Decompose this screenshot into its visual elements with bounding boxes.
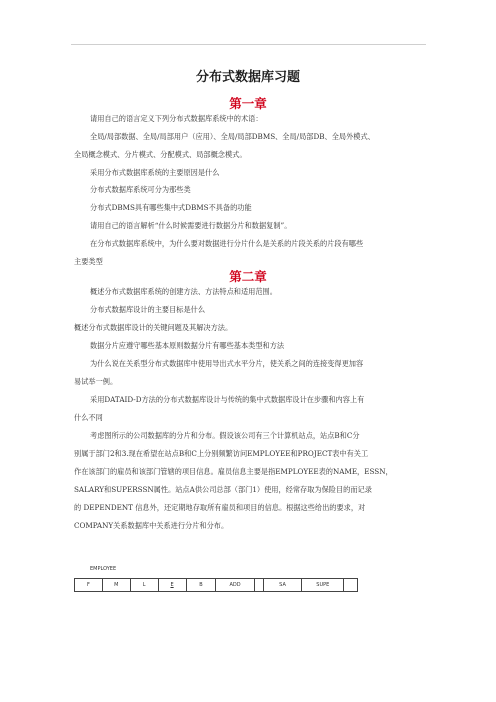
table-cell — [344, 579, 358, 592]
ch2-line: 别属于部门2和3.现在希望在站点B和C上分别频繁访问EMPLOYEE和PROJECT表中有关工 — [74, 449, 369, 458]
table-cell: F — [75, 579, 103, 592]
ch2-line: 概述分布式数据库系统的创建方法、方法特点和适用范围。 — [90, 287, 277, 296]
ch2-line: 易试举一例。 — [74, 377, 118, 386]
chapter-2-heading: 第二章 — [229, 269, 267, 284]
chapter-1-heading: 第一章 — [229, 96, 267, 111]
ch2-line: 为什么说在关系型分布式数据库中使用导出式水平分片，使关系之间的连接变得更加容 — [90, 359, 364, 368]
ch1-line: 全局/局部数据、全局/局部用户（应用）、全局/局部DBMS、全局/局部DB、全局外模式、 — [90, 132, 375, 141]
table-label: EMPLOYEE — [90, 566, 117, 572]
ch2-line: 的 DEPENDENT 信息外，还定期地存取所有雇员和项目的信息。根据这些给出的要求，对 — [74, 503, 366, 512]
ch2-line: 什么不同 — [74, 413, 103, 422]
table-cell: SA — [263, 579, 301, 592]
table-row — [75, 579, 358, 592]
table-cell: B — [186, 579, 216, 592]
ch1-line: 在分布式数据库系统中，为什么要对数据进行分片什么是关系的片段关系的片段有哪些 — [90, 239, 364, 248]
table-cell: M — [102, 579, 130, 592]
ch1-line: 请用自己的语言定义下列分布式数据库系统中的术语： — [90, 114, 263, 123]
ch1-line: 主要类型 — [74, 257, 103, 266]
ch1-line: 采用分布式数据库系统的主要原因是什么 — [90, 168, 220, 177]
table-cell: SUPE — [302, 579, 344, 592]
ch2-line: 作在该部门的雇员和该部门管辖的项目信息。雇员信息主要是指EMPLOYEE表的NAME，ESSN， — [74, 467, 393, 476]
ch1-line: 分布式数据库系统可分为那些类 — [90, 185, 191, 194]
ch1-line: 分布式DBMS具有哪些集中式DBMS不具备的功能 — [90, 203, 252, 212]
ch2-line: 分布式数据库设计的主要目标是什么 — [90, 305, 206, 314]
document-title: 分布式数据库习题 — [195, 70, 300, 85]
ch1-line: 全局概念模式、分片模式、分配模式、局部概念模式。 — [74, 150, 247, 159]
table-cell — [254, 579, 263, 592]
ch1-line: 请用自己的语言解析“什么时候需要进行数据分片和数据复制”。 — [90, 221, 292, 230]
ch2-line: 概述分布式数据库设计的关键问题及其解决方法。 — [74, 323, 233, 332]
header-rule — [71, 44, 426, 45]
table-cell: ADD — [216, 579, 254, 592]
ch2-line: 数据分片应遵守哪些基本原则数据分片有哪些基本类型和方法 — [90, 341, 285, 350]
table-cell: E — [158, 579, 186, 592]
table-cell: L — [130, 579, 158, 592]
employee-table — [74, 578, 358, 592]
ch2-line: 考虑图所示的公司数据库的分片和分布。假设该公司有三个计算机站点，站点B和C分 — [90, 431, 360, 440]
ch2-line: 采用DATAID-D方法的分布式数据库设计与传统的集中式数据库设计在步骤和内容上有 — [90, 395, 365, 404]
ch2-line: COMPANY关系数据库中关系进行分片和分布。 — [74, 521, 229, 530]
ch2-line: SALARY和SUPERSSN属性。站点A供公司总部（部门1）使用，经常存取为保险目的而记录 — [74, 485, 372, 494]
